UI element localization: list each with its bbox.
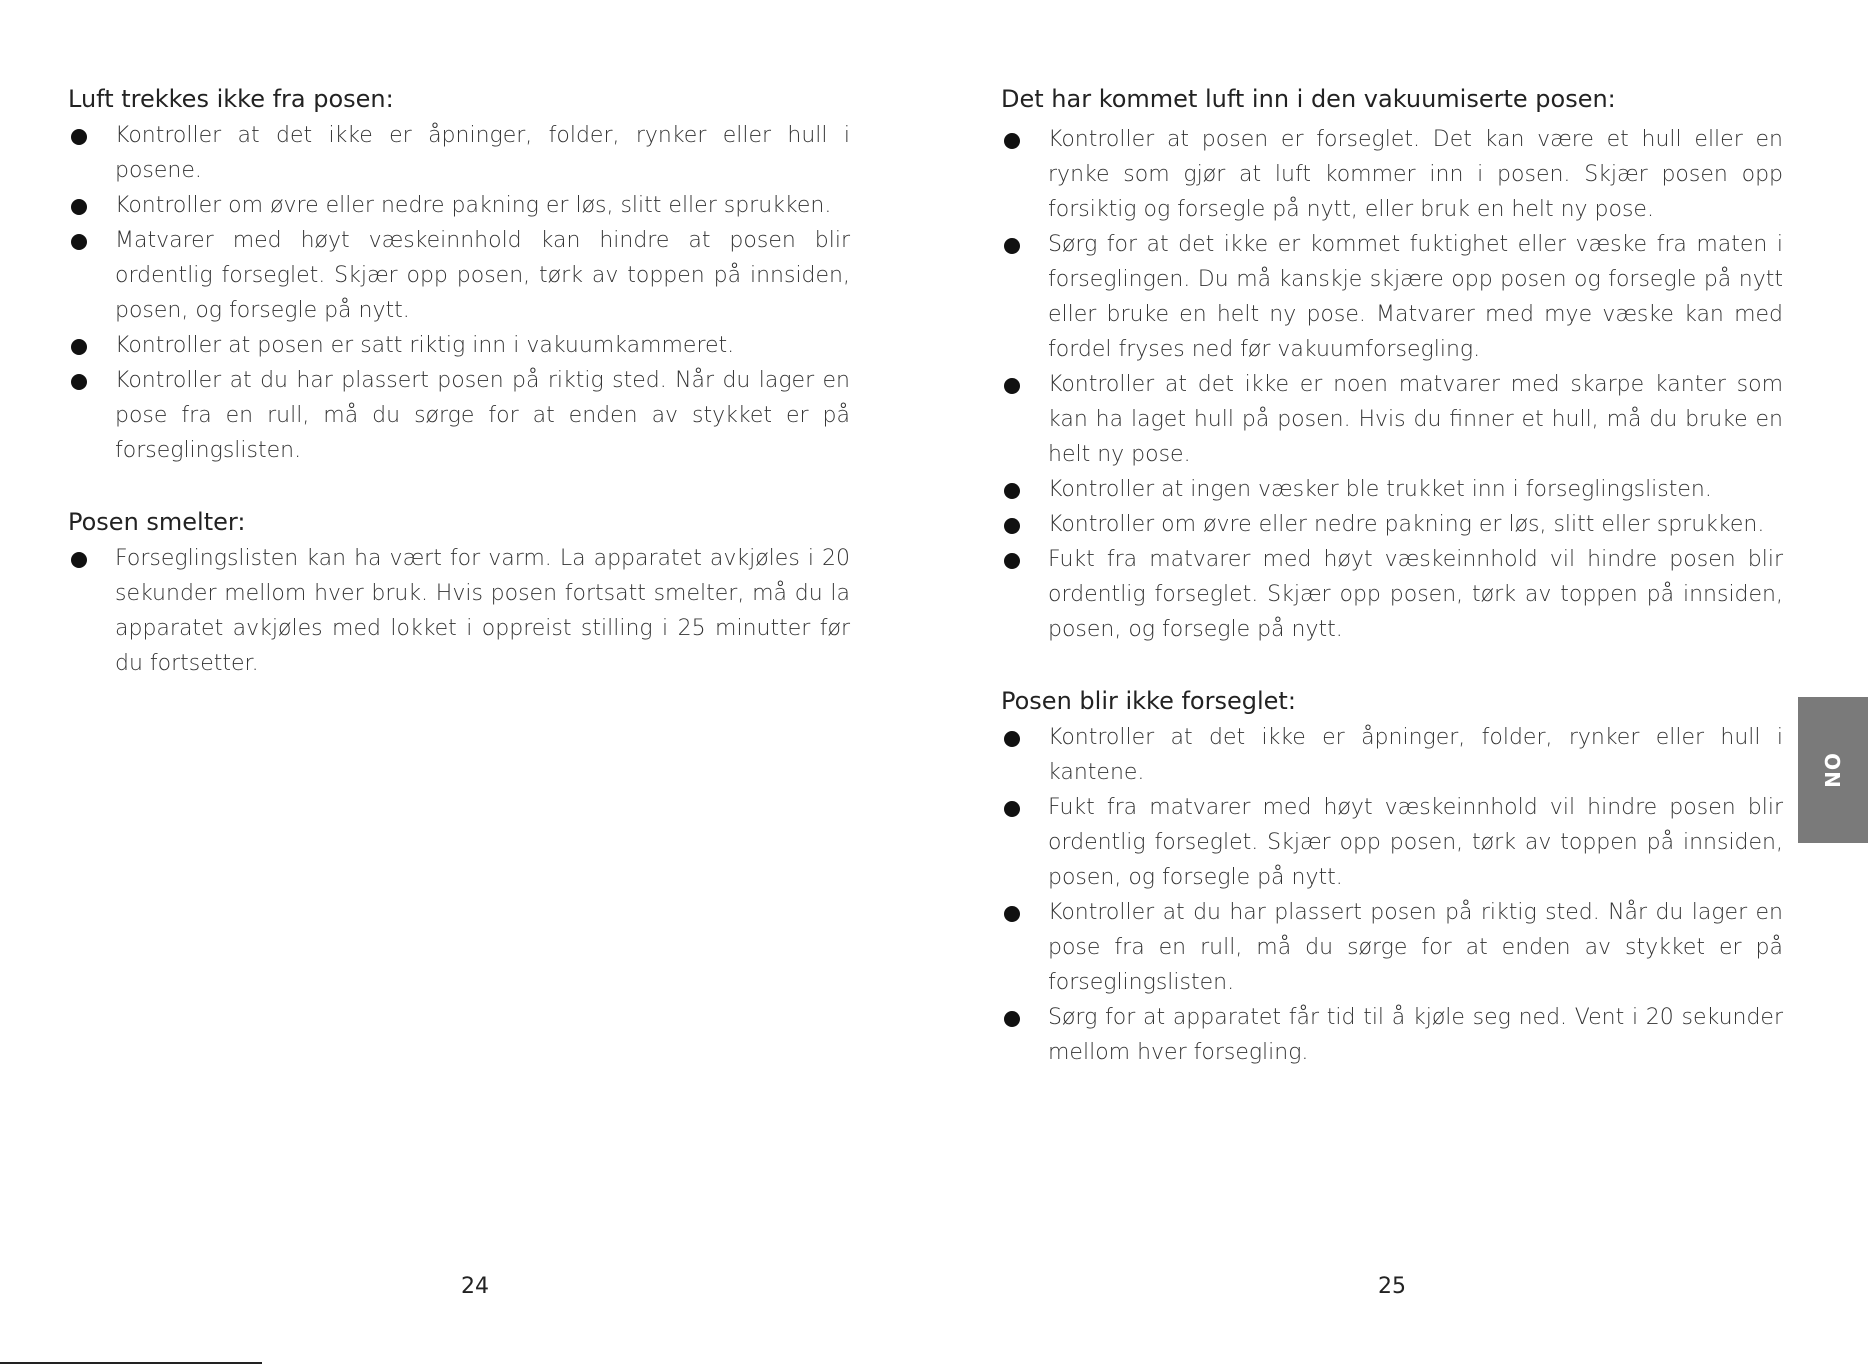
language-tab <box>1798 697 1868 843</box>
section-heading: Luft trekkes ikke fra posen: <box>68 85 394 113</box>
list-item <box>1001 367 1783 472</box>
list-item <box>68 118 850 188</box>
section-heading: Posen blir ikke forseglet: <box>1001 687 1296 715</box>
bullet-icon <box>1004 518 1020 534</box>
list-item <box>68 223 850 328</box>
list-item <box>1001 895 1783 1000</box>
list-item-text: Kontroller om øvre eller nedre pakning er løs, slitt eller sprukken. <box>115 193 832 218</box>
bullet-icon <box>71 374 87 390</box>
section-heading: Posen smelter: <box>68 508 246 536</box>
bullet-icon <box>71 234 87 250</box>
bullet-icon <box>1004 731 1020 747</box>
list-item-text: Matvarer med høyt væskeinnhold kan hindre at posen blir ordentlig forseglet. Skjær opp posen, tørk av toppen på innsiden, posen, og forsegle på nytt. <box>115 228 850 323</box>
bullet-icon <box>1004 238 1020 254</box>
list-item-text: Kontroller at ingen væsker ble trukket inn i forseglingslisten. <box>1048 477 1712 502</box>
bullet-icon <box>1004 1011 1020 1027</box>
bullet-icon <box>1004 801 1020 817</box>
list-item <box>1001 472 1783 507</box>
section-heading: Det har kommet luft inn i den vakuumiserte posen: <box>1001 85 1616 113</box>
list-item <box>1001 1000 1783 1070</box>
page-number-right: 25 <box>1378 1274 1406 1299</box>
list-item <box>1001 122 1783 227</box>
list-item-text: Sørg for at det ikke er kommet fuktighet eller væske fra maten i forseglingen. Du må kanskje skjære opp posen og forsegle på nytt eller bruke en helt ny pose. Matvarer med mye væske kan med fordel fryses ned før vakuumforsegling. <box>1048 232 1783 362</box>
list-item-text: Kontroller at det ikke er noen matvarer med skarpe kanter som kan ha laget hull på posen. Hvis du finner et hull, må du bruke en helt ny pose. <box>1048 372 1783 467</box>
section-air-entered-bag <box>1001 82 1783 647</box>
bullet-icon <box>1004 553 1020 569</box>
right-page-content <box>1001 82 1783 1107</box>
section-bag-melts <box>68 505 850 681</box>
list-item <box>68 188 850 223</box>
list-item-text: Kontroller om øvre eller nedre pakning er løs, slitt eller sprukken. <box>1048 512 1765 537</box>
list-item-text: Kontroller at det ikke er åpninger, folder, rynker eller hull i kantene. <box>1048 725 1783 785</box>
list-item <box>1001 507 1783 542</box>
list-item <box>68 363 850 468</box>
list-item <box>68 541 850 681</box>
list-item-text: Fukt fra matvarer med høyt væskeinnhold vil hindre posen blir ordentlig forseglet. Skjær opp posen, tørk av toppen på innsiden, posen, og forsegle på nytt. <box>1048 547 1783 642</box>
section-bag-not-sealed <box>1001 684 1783 1070</box>
section-air-not-extracted <box>68 82 850 468</box>
bullet-icon <box>1004 483 1020 499</box>
list-item <box>1001 720 1783 790</box>
bullet-icon <box>71 552 87 568</box>
list-item <box>1001 227 1783 367</box>
bullet-icon <box>1004 133 1020 149</box>
bullet-icon <box>71 339 87 355</box>
bullet-list <box>68 541 850 681</box>
list-item <box>1001 790 1783 895</box>
left-page-content <box>68 82 850 718</box>
bullet-icon <box>71 129 87 145</box>
language-tab-label: NO <box>1821 752 1845 788</box>
bullet-list <box>1001 122 1783 647</box>
list-item-text: Kontroller at du har plassert posen på riktig sted. Når du lager en pose fra en rull, må du sørge for at enden av stykket er på forseglingslisten. <box>115 368 850 463</box>
list-item-text: Kontroller at posen er forseglet. Det kan være et hull eller en rynke som gjør at luft kommer inn i posen. Skjær posen opp forsiktig og forsegle på nytt, eller bruk en helt ny pose. <box>1048 127 1783 222</box>
bullet-list <box>68 118 850 468</box>
bullet-list <box>1001 720 1783 1070</box>
page-number-left: 24 <box>461 1274 489 1299</box>
list-item-text: Forseglingslisten kan ha vært for varm. La apparatet avkjøles i 20 sekunder mellom hver bruk. Hvis posen fortsatt smelter, må du la apparatet avkjøles med lokket i oppreist stilling i 25 minutter før du fortsetter. <box>115 546 850 676</box>
bullet-icon <box>1004 906 1020 922</box>
list-item-text: Fukt fra matvarer med høyt væskeinnhold vil hindre posen blir ordentlig forseglet. Skjær opp posen, tørk av toppen på innsiden, posen, og forsegle på nytt. <box>1048 795 1783 890</box>
list-item <box>68 328 850 363</box>
bullet-icon <box>71 199 87 215</box>
list-item-text: Sørg for at apparatet får tid til å kjøle seg ned. Vent i 20 sekunder mellom hver forsegling. <box>1048 1005 1783 1065</box>
list-item-text: Kontroller at det ikke er åpninger, folder, rynker eller hull i posene. <box>115 123 850 183</box>
list-item <box>1001 542 1783 647</box>
list-item-text: Kontroller at posen er satt riktig inn i vakuumkammeret. <box>115 333 735 358</box>
list-item-text: Kontroller at du har plassert posen på riktig sted. Når du lager en pose fra en rull, må du sørge for at enden av stykket er på forseglingslisten. <box>1048 900 1783 995</box>
bullet-icon <box>1004 378 1020 394</box>
